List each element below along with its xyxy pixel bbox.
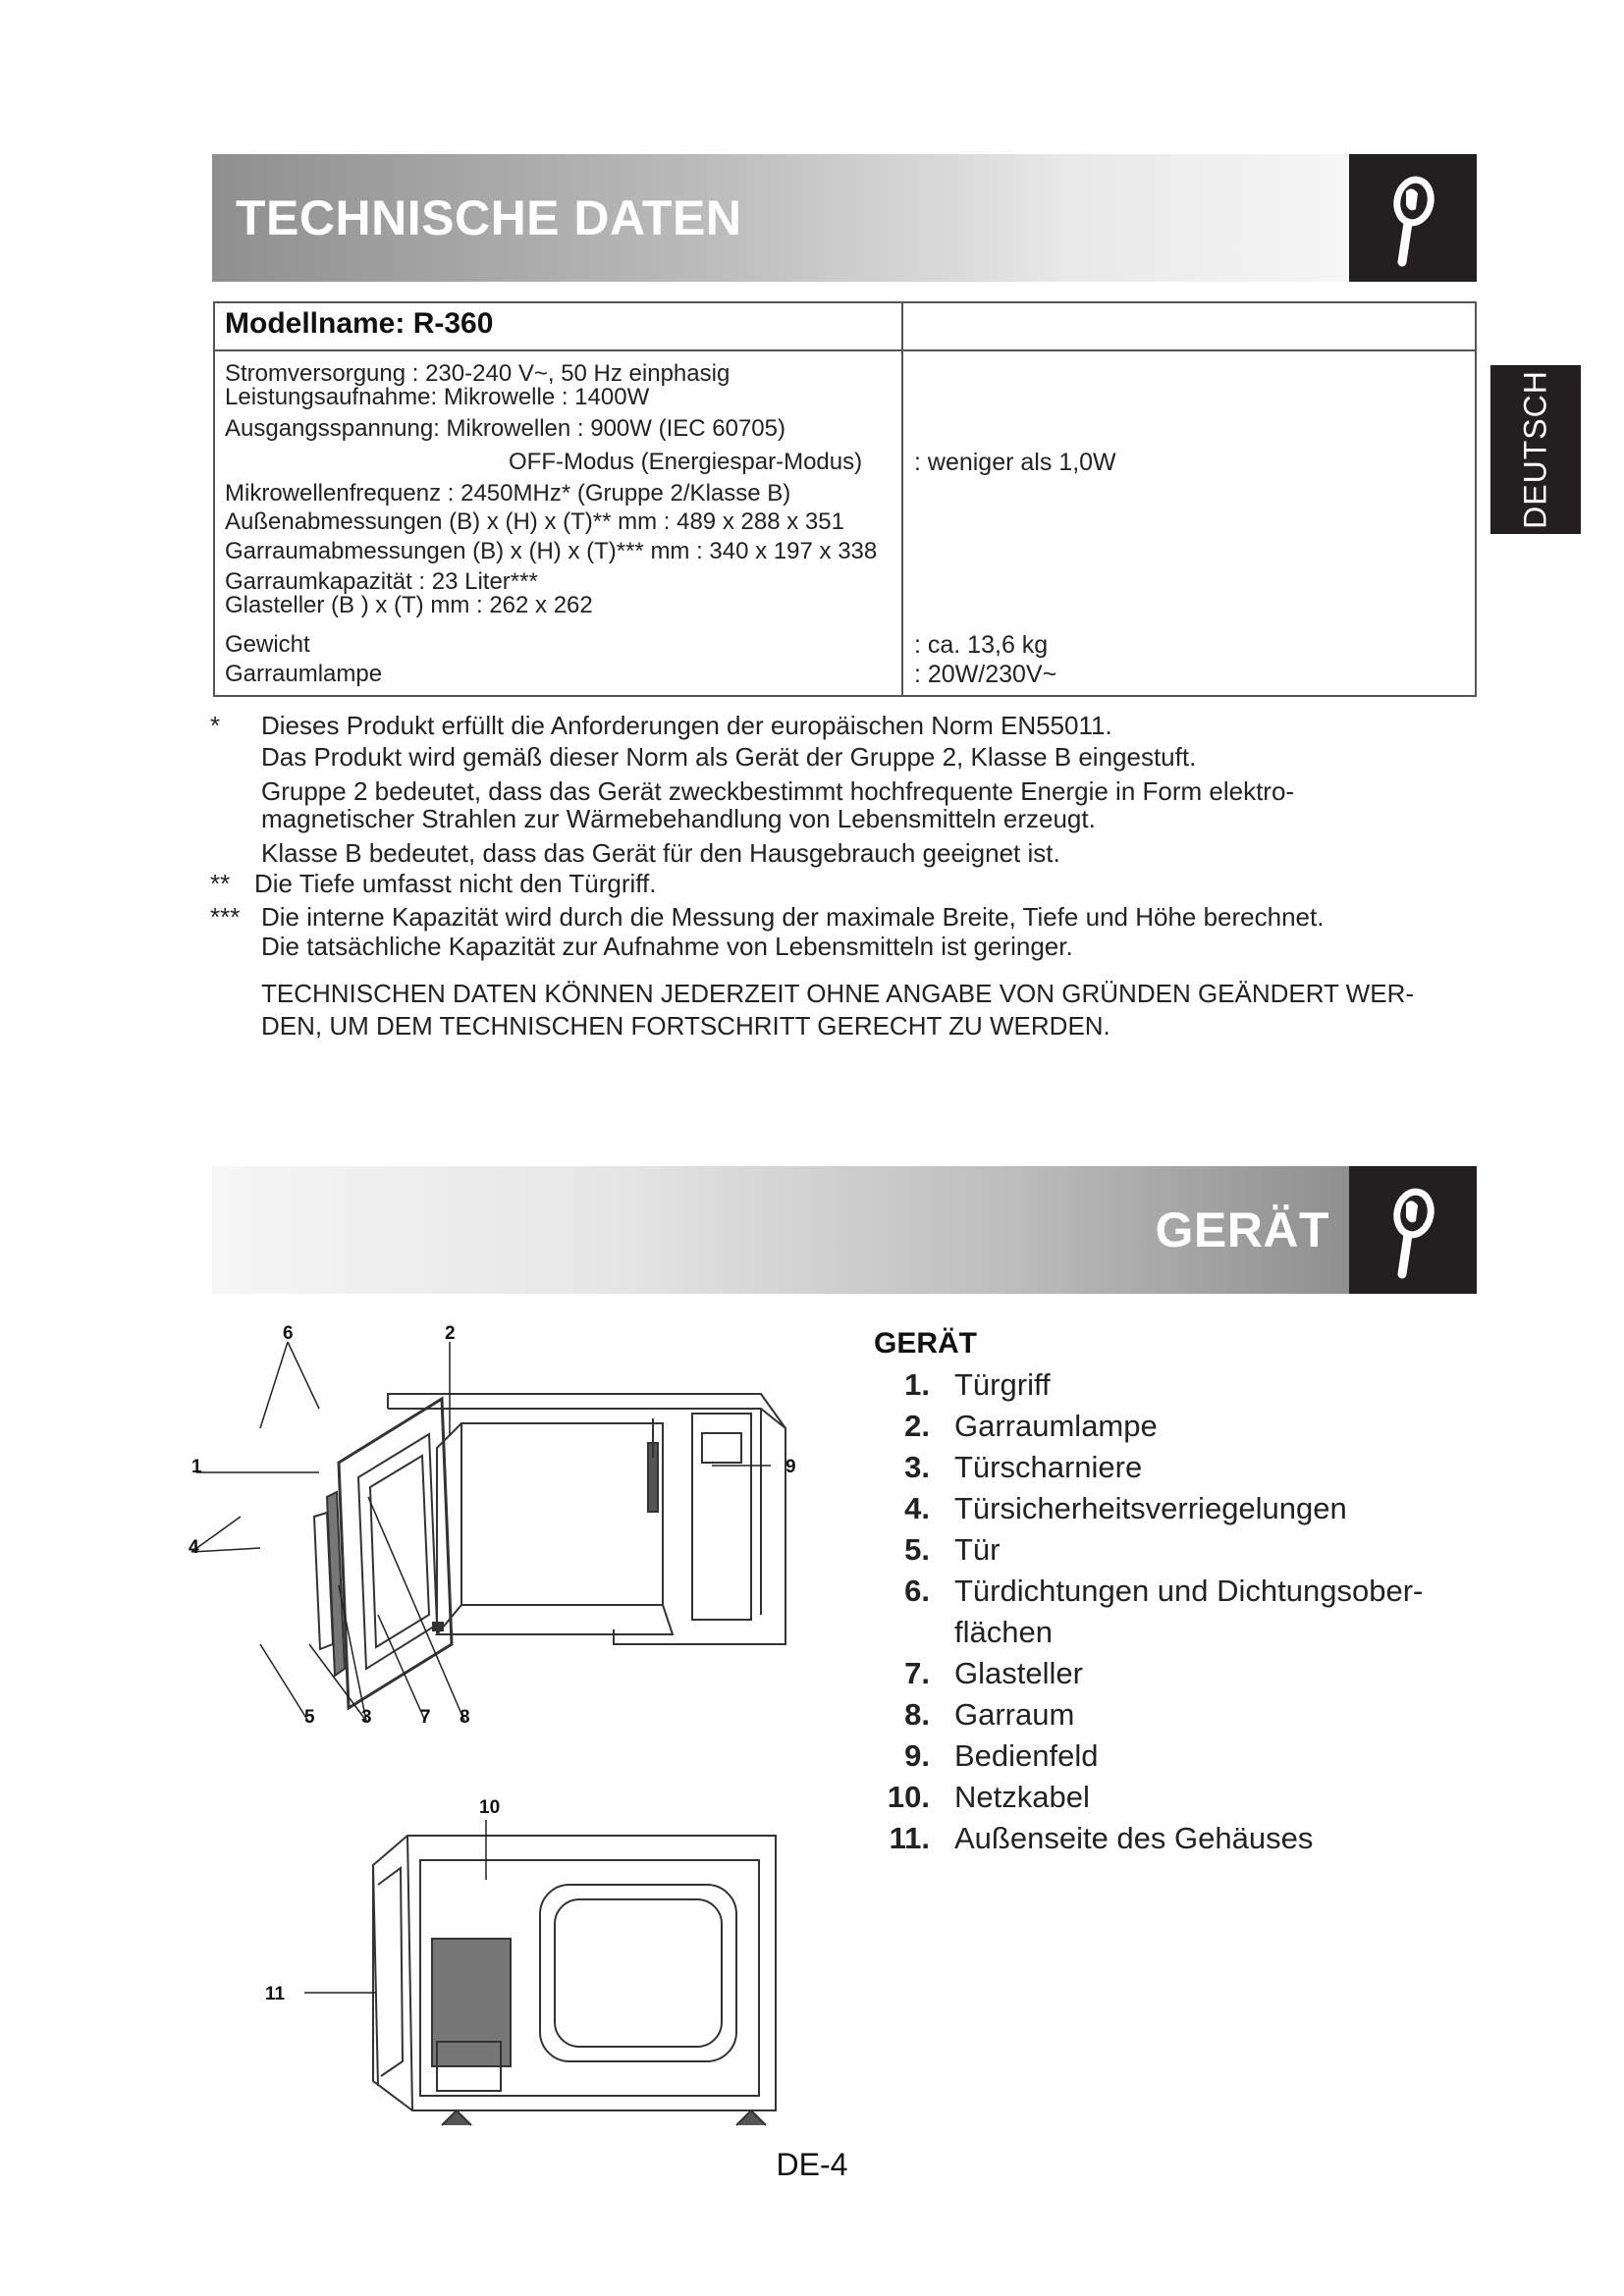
callout-1: 1 bbox=[191, 1457, 202, 1477]
callout-9: 9 bbox=[785, 1457, 796, 1477]
device-banner bbox=[212, 1166, 1477, 1294]
footnote-line: Die Tiefe umfasst nicht den Türgriff. bbox=[254, 869, 657, 898]
spec-row: Garraumlampe bbox=[225, 661, 383, 687]
language-tab-label: DEUTSCH bbox=[1517, 370, 1553, 529]
callout-10: 10 bbox=[479, 1797, 501, 1818]
spec-value: : ca. 13,6 kg bbox=[914, 631, 1049, 659]
callout-6: 6 bbox=[283, 1323, 294, 1344]
table-divider-vertical bbox=[901, 303, 903, 695]
microwave-front-diagram bbox=[189, 1320, 869, 1733]
spec-row: Garraumkapazität : 23 Liter*** bbox=[225, 568, 538, 595]
footnote-line: Klasse B bedeutet, dass das Gerät für den Hausgebrauch geeignet ist. bbox=[261, 838, 1060, 868]
spec-row: Garraumabmessungen (B) x (H) x (T)*** mm : 340 x 197 x 338 bbox=[225, 538, 878, 564]
model-name: Modellname: R-360 bbox=[225, 307, 494, 340]
microwave-back-diagram bbox=[245, 1791, 795, 2125]
disclaimer-line: DEN, UM DEM TECHNISCHEN FORTSCHRITT GERECHT ZU WERDEN. bbox=[261, 1011, 1110, 1041]
spec-row: Mikrowellenfrequenz : 2450MHz* (Gruppe 2/Klasse B) bbox=[225, 480, 791, 507]
callout-5: 5 bbox=[304, 1707, 315, 1728]
disclaimer-line: TECHNISCHEN DATEN KÖNNEN JEDERZEIT OHNE ANGABE VON GRÜNDEN GEÄNDERT WER- bbox=[261, 979, 1414, 1008]
footnote-line: Gruppe 2 bedeutet, dass das Gerät zweckbestimmt hochfrequente Energie in Form elektro- bbox=[261, 776, 1295, 806]
spec-value: : 20W/230V~ bbox=[914, 661, 1057, 688]
spec-row: OFF-Modus (Energiespar-Modus) bbox=[509, 449, 863, 475]
table-divider-horizontal bbox=[215, 349, 1475, 351]
section-title-device: GERÄT bbox=[1155, 1202, 1329, 1257]
magnifier-hand-icon bbox=[1349, 154, 1477, 282]
callout-3: 3 bbox=[361, 1707, 372, 1728]
footnote-marker: *** bbox=[210, 902, 241, 932]
technical-data-banner bbox=[212, 154, 1477, 282]
spec-row: Glasteller (B ) x (T) mm : 262 x 262 bbox=[225, 592, 593, 618]
callout-2: 2 bbox=[445, 1323, 456, 1344]
footnote-line: Die interne Kapazität wird durch die Messung der maximale Breite, Tiefe und Höhe berechnet. bbox=[261, 902, 1325, 932]
language-tab[interactable] bbox=[1490, 365, 1581, 534]
footnote-line: Das Produkt wird gemäß dieser Norm als Gerät der Gruppe 2, Klasse B eingestuft. bbox=[261, 742, 1197, 772]
footnote-marker: ** bbox=[210, 869, 231, 898]
spec-row: Außenabmessungen (B) x (H) x (T)** mm : 489 x 288 x 351 bbox=[225, 508, 844, 535]
callout-11: 11 bbox=[265, 1984, 286, 2004]
section-title-technical-data: TECHNISCHE DATEN bbox=[236, 190, 742, 245]
spec-row: Gewicht bbox=[225, 631, 310, 658]
parts-heading: GERÄT bbox=[874, 1327, 977, 1360]
page-number: DE-4 bbox=[776, 2147, 848, 2182]
footnote-line: Dieses Produkt erfüllt die Anforderungen der europäischen Norm EN55011. bbox=[261, 711, 1112, 740]
callout-4: 4 bbox=[189, 1537, 199, 1558]
spec-row: Leistungsaufnahme: Mikrowelle : 1400W bbox=[225, 384, 650, 410]
footnote-line: magnetischer Strahlen zur Wärmebehandlung von Lebensmitteln erzeugt. bbox=[261, 804, 1096, 833]
spec-table bbox=[213, 301, 1477, 697]
spec-value: : weniger als 1,0W bbox=[914, 449, 1116, 476]
spec-row: Stromversorgung : 230-240 V~, 50 Hz einphasig bbox=[225, 360, 731, 387]
spec-row: Ausgangsspannung: Mikrowellen : 900W (IEC 60705) bbox=[225, 415, 785, 442]
magnifier-hand-icon bbox=[1349, 1166, 1477, 1294]
footnote-line: Die tatsächliche Kapazität zur Aufnahme von Lebensmitteln ist geringer. bbox=[261, 932, 1073, 961]
callout-8: 8 bbox=[460, 1707, 470, 1728]
callout-7: 7 bbox=[420, 1707, 431, 1728]
footnote-marker: * bbox=[210, 711, 221, 740]
